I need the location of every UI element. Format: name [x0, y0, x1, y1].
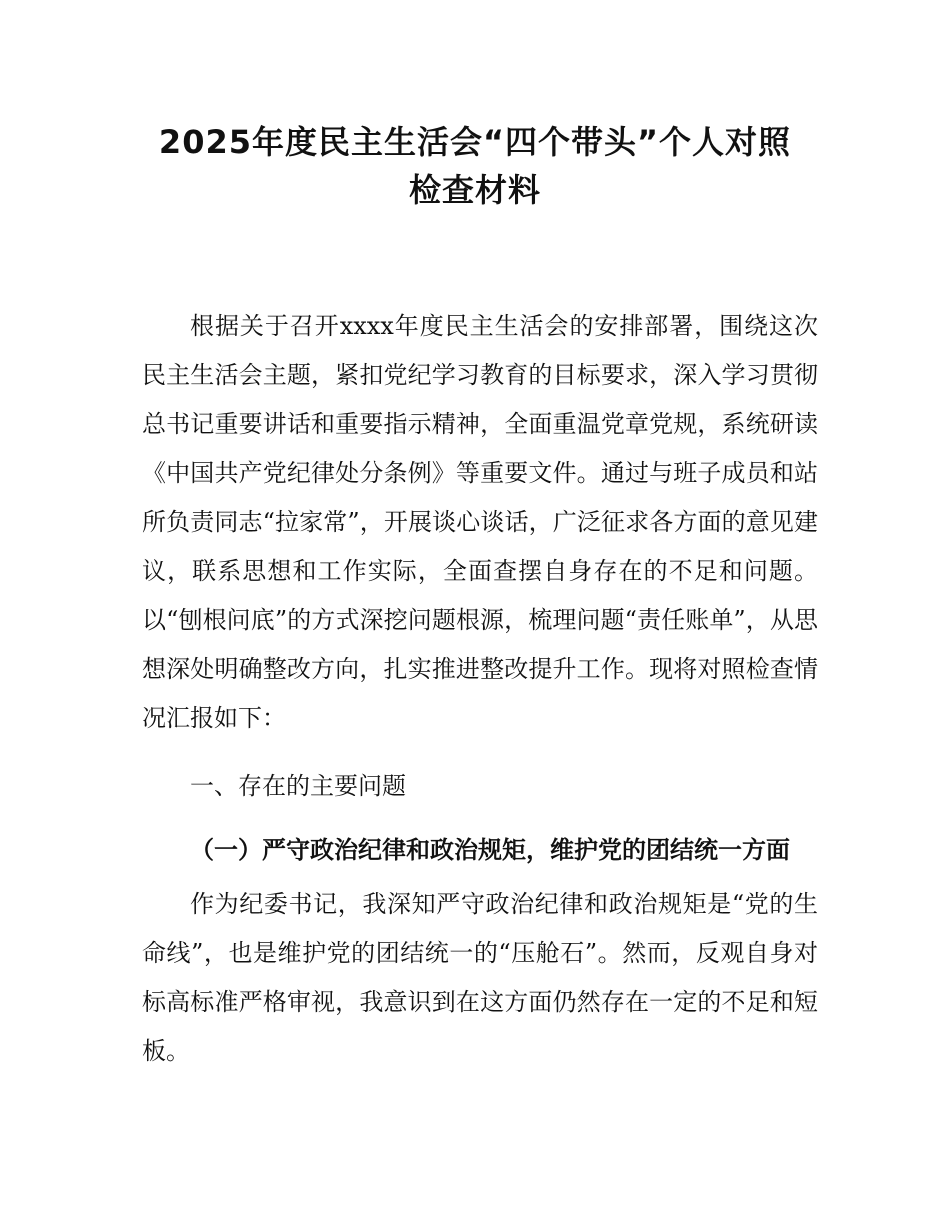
document-title-line-1: 2025年度民主生活会“四个带头”个人对照: [158, 123, 792, 161]
section-paragraph: 作为纪委书记，我深知严守政治纪律和政治规矩是“党的生命线”，也是维护党的团结统一的“压舱石”。然而，反观自身对标高标准严格审视，我意识到在这方面仍然存在一定的不足和短板。: [142, 890, 818, 1065]
subsection-heading: （一）严守政治纪律和政治规矩，维护党的团结统一方面: [190, 836, 790, 864]
section-heading: 一、存在的主要问题: [190, 772, 406, 800]
document-title-line-2: 检查材料: [408, 171, 541, 209]
intro-paragraph: 根据关于召开xxxx年度民主生活会的安排部署，围绕这次民主生活会主题，紧扣党纪学习教育的目标要求，深入学习贯彻总书记重要讲话和重要指示精神，全面重温党章党规，系统研读《中国共产党纪律处分条例》等重要文件。通过与班子成员和站所负责同志“拉家常”，开展谈心谈话，广泛征求各方面的意见建议，联系思想和工作实际，全面查摆自身存在的不足和问题。以“刨根问底”的方式深挖问题根源，梳理问题“责任账单”，从思想深处明确整改方向，扎实推进整改提升工作。现将对照检查情况汇报如下：: [142, 312, 818, 732]
